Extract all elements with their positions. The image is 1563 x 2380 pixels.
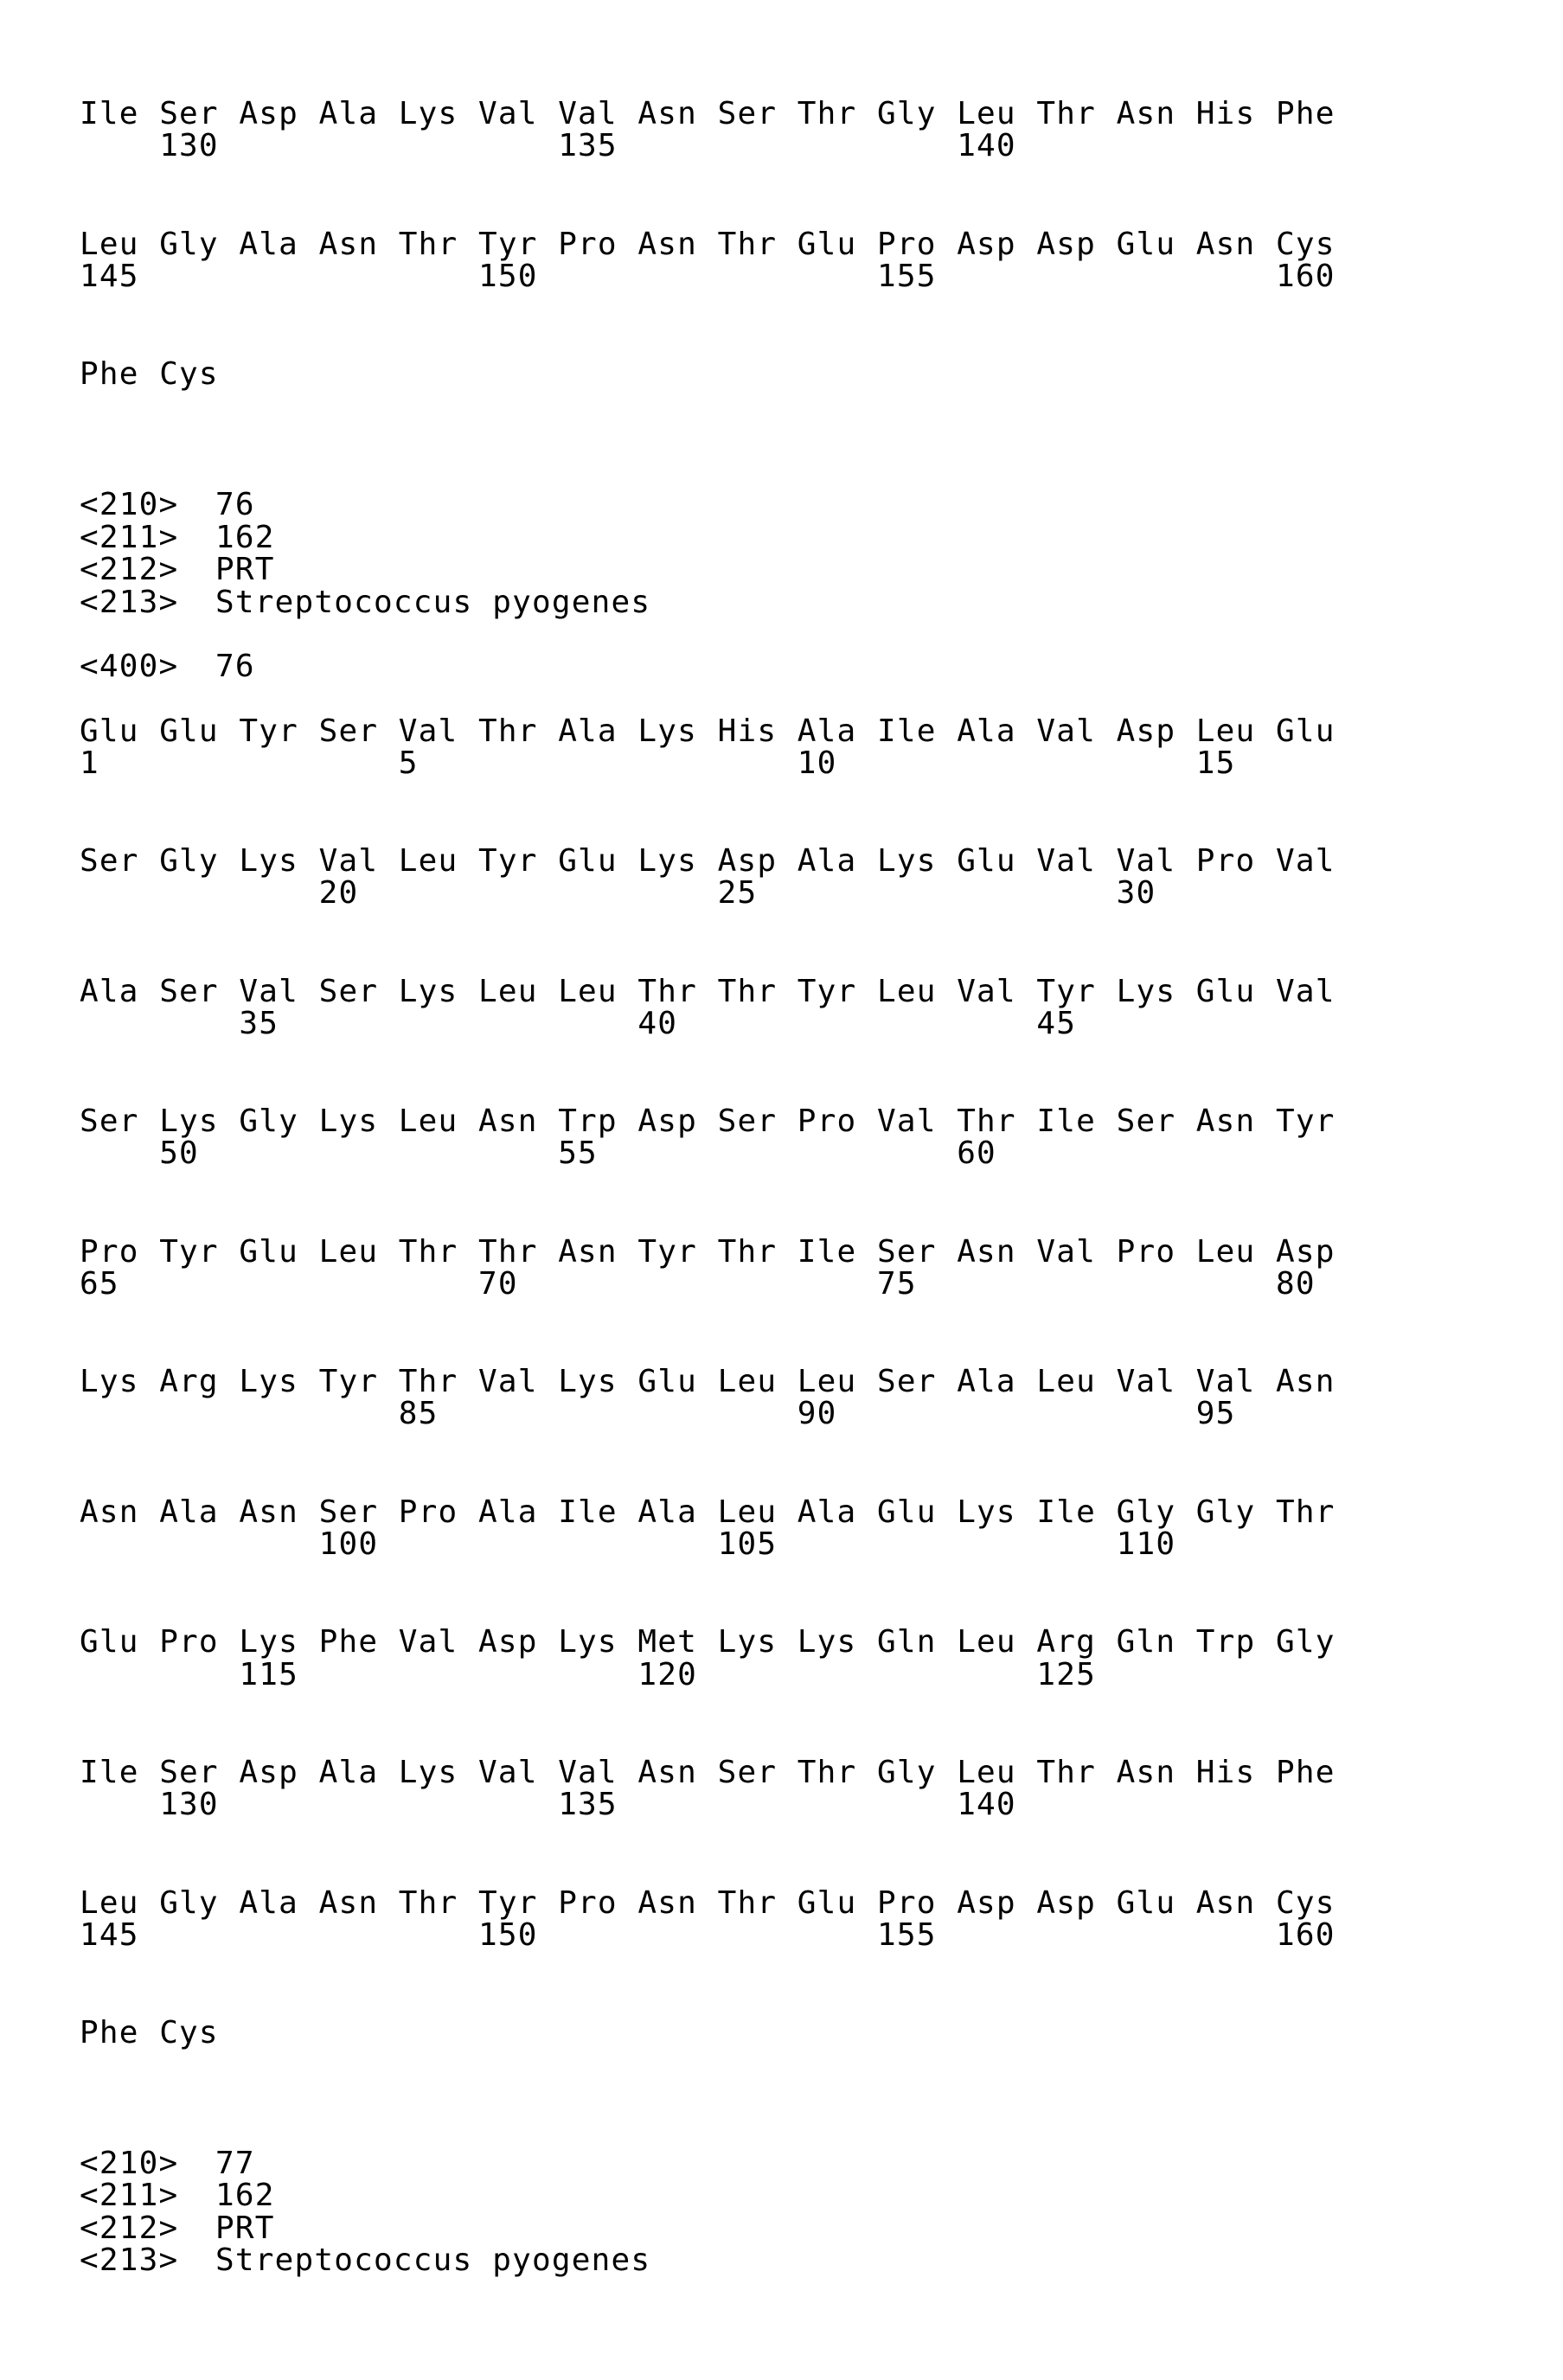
residue: Ser <box>319 714 379 749</box>
residue-number: 155 <box>877 1918 937 1953</box>
residue: Ala <box>159 1495 219 1530</box>
residue: Gly <box>1196 1495 1256 1530</box>
residue: Glu <box>80 1625 139 1660</box>
residue-number: 35 <box>239 1007 279 1041</box>
residue: Glu <box>159 714 219 749</box>
residue: Ala <box>798 714 857 749</box>
residue: Val <box>877 1104 937 1139</box>
residue: Ala <box>558 714 618 749</box>
residue: Thr <box>718 1886 778 1921</box>
residue: Ala <box>80 975 139 1009</box>
field-tag: <211> <box>80 521 178 555</box>
residue: Val <box>1117 1365 1176 1399</box>
residue-number: 80 <box>1276 1267 1316 1302</box>
residue: Thr <box>718 975 778 1009</box>
field-value: 162 <box>215 2178 275 2213</box>
residue-number: 120 <box>637 1658 697 1692</box>
residue-number: 90 <box>798 1397 837 1431</box>
residue: Val <box>558 1756 618 1790</box>
residue: Lys <box>798 1625 857 1660</box>
residue: Leu <box>80 1886 139 1921</box>
residue-number: 145 <box>80 1918 139 1953</box>
field-tag: <211> <box>80 2178 178 2213</box>
residue: Leu <box>957 1625 1016 1660</box>
residue: Asn <box>558 1235 618 1270</box>
field-tag: <212> <box>80 553 178 587</box>
residue: Thr <box>399 1235 458 1270</box>
residue-number: 110 <box>1117 1527 1176 1562</box>
residue-number: 150 <box>478 1918 538 1953</box>
residue-number: 85 <box>399 1397 439 1431</box>
residue: Lys <box>80 1365 139 1399</box>
residue: Pro <box>877 227 937 262</box>
residue: Tyr <box>637 1235 697 1270</box>
residue: Val <box>558 97 618 131</box>
residue: Arg <box>1036 1625 1096 1660</box>
field-value: 162 <box>215 521 275 555</box>
residue: Tyr <box>798 975 857 1009</box>
residue: Cys <box>1276 227 1336 262</box>
residue: Leu <box>478 975 538 1009</box>
residue: Ile <box>877 714 937 749</box>
residue: Ser <box>877 1365 937 1399</box>
field-value: PRT <box>215 553 275 587</box>
residue: Thr <box>718 227 778 262</box>
residue: Asp <box>1036 1886 1096 1921</box>
residue: Ala <box>957 1365 1016 1399</box>
residue: Gly <box>877 97 937 131</box>
residue: Phe <box>1276 1756 1336 1790</box>
residue: Asp <box>718 844 778 879</box>
residue-number: 15 <box>1196 746 1236 781</box>
residue: Asp <box>1276 1235 1336 1270</box>
residue: Asn <box>1196 227 1256 262</box>
residue: Thr <box>399 227 458 262</box>
residue: Thr <box>798 97 857 131</box>
residue: Ser <box>718 97 778 131</box>
residue: Arg <box>159 1365 219 1399</box>
residue: Glu <box>1117 227 1176 262</box>
residue: Val <box>478 1756 538 1790</box>
residue: Lys <box>558 1365 618 1399</box>
residue: Lys <box>159 1104 219 1139</box>
residue: Ala <box>319 97 379 131</box>
residue: Thr <box>637 975 697 1009</box>
residue: Glu <box>1196 975 1256 1009</box>
residue-number: 160 <box>1276 1918 1336 1953</box>
residue: Tyr <box>239 714 298 749</box>
residue-number: 30 <box>1117 876 1156 911</box>
residue: Glu <box>558 844 618 879</box>
residue: Ile <box>558 1495 618 1530</box>
residue-number: 140 <box>957 1788 1016 1822</box>
residue: Ala <box>798 1495 857 1530</box>
residue: Lys <box>239 844 298 879</box>
residue: Val <box>399 714 458 749</box>
residue-number: 155 <box>877 259 937 294</box>
residue: Lys <box>239 1625 298 1660</box>
residue: Val <box>478 1365 538 1399</box>
residue: Val <box>1036 1235 1096 1270</box>
residue: Phe <box>319 1625 379 1660</box>
field-tag: <212> <box>80 2211 178 2246</box>
residue: Lys <box>399 97 458 131</box>
residue: Leu <box>399 844 458 879</box>
residue: Gly <box>159 227 219 262</box>
residue: Glu <box>798 227 857 262</box>
residue: Gly <box>159 1886 219 1921</box>
residue: Tyr <box>478 227 538 262</box>
residue: Pro <box>877 1886 937 1921</box>
residue: Glu <box>1276 714 1336 749</box>
residue: Val <box>239 975 298 1009</box>
residue: Ala <box>319 1756 379 1790</box>
residue: Thr <box>478 1235 538 1270</box>
residue: Tyr <box>1276 1104 1336 1139</box>
residue: Gln <box>877 1625 937 1660</box>
field-value: Streptococcus pyogenes <box>215 2243 650 2278</box>
residue: Leu <box>718 1495 778 1530</box>
residue: Leu <box>957 97 1016 131</box>
residue: Leu <box>319 1235 379 1270</box>
residue: Asn <box>1276 1365 1336 1399</box>
residue: Asp <box>957 227 1016 262</box>
residue: Ala <box>478 1495 538 1530</box>
residue: Lys <box>558 1625 618 1660</box>
residue: Ser <box>159 97 219 131</box>
residue: Ser <box>319 1495 379 1530</box>
residue: Lys <box>637 844 697 879</box>
residue: Leu <box>718 1365 778 1399</box>
field-value: PRT <box>215 2211 275 2246</box>
residue: Leu <box>558 975 618 1009</box>
residue: Pro <box>80 1235 139 1270</box>
residue: Val <box>1276 844 1336 879</box>
residue-number: 45 <box>1036 1007 1076 1041</box>
residue: Gly <box>1117 1495 1176 1530</box>
residue-number: 75 <box>877 1267 917 1302</box>
residue: Ser <box>159 975 219 1009</box>
residue: Glu <box>239 1235 298 1270</box>
residue: Asp <box>957 1886 1016 1921</box>
residue: Val <box>1117 844 1176 879</box>
residue: Gly <box>159 844 219 879</box>
residue: Tyr <box>478 844 538 879</box>
residue-number: 70 <box>478 1267 518 1302</box>
residue: Gly <box>877 1756 937 1790</box>
residue-number: 115 <box>239 1658 298 1692</box>
residue: Lys <box>399 975 458 1009</box>
residue: Asn <box>319 227 379 262</box>
residue: Pro <box>558 227 618 262</box>
field-value: Streptococcus pyogenes <box>215 585 650 620</box>
residue-number: 50 <box>159 1136 199 1171</box>
residue: Pro <box>1196 844 1256 879</box>
residue: Asn <box>319 1886 379 1921</box>
residue: Thr <box>718 1235 778 1270</box>
residue: Asn <box>637 1886 697 1921</box>
residue: Met <box>637 1625 697 1660</box>
residue: Leu <box>877 975 937 1009</box>
residue: Asn <box>637 97 697 131</box>
residue: Asn <box>1196 1886 1256 1921</box>
residue: Asn <box>80 1495 139 1530</box>
residue: Val <box>1036 714 1096 749</box>
field-value: 77 <box>215 2146 255 2181</box>
residue: Lys <box>877 844 937 879</box>
residue: Ser <box>80 1104 139 1139</box>
residue-number: 10 <box>798 746 837 781</box>
residue: Val <box>319 844 379 879</box>
residue-number: 60 <box>957 1136 996 1171</box>
residue: Asn <box>478 1104 538 1139</box>
residue: Thr <box>1036 1756 1096 1790</box>
residue-number: 105 <box>718 1527 778 1562</box>
residue: Ile <box>80 1756 139 1790</box>
residue: Pro <box>558 1886 618 1921</box>
residue: Thr <box>399 1886 458 1921</box>
residue: Ile <box>80 97 139 131</box>
residue-number: 135 <box>558 129 618 163</box>
residue: Asp <box>1036 227 1096 262</box>
residue-number: 100 <box>319 1527 379 1562</box>
residue: Phe <box>1276 97 1336 131</box>
residue: Phe <box>80 2016 139 2051</box>
residue-number: 150 <box>478 259 538 294</box>
residue: Ala <box>239 227 298 262</box>
field-tag: <213> <box>80 585 178 620</box>
residue: Asn <box>957 1235 1016 1270</box>
residue: Phe <box>80 357 139 392</box>
residue: Asn <box>1117 97 1176 131</box>
residue: Lys <box>1117 975 1176 1009</box>
residue: Lys <box>239 1365 298 1399</box>
residue: Val <box>399 1625 458 1660</box>
residue: Pro <box>399 1495 458 1530</box>
residue: Asp <box>1117 714 1176 749</box>
residue: Leu <box>1036 1365 1096 1399</box>
residue: Ile <box>1036 1495 1096 1530</box>
field-tag: <210> <box>80 2146 178 2181</box>
residue-number: 125 <box>1036 1658 1096 1692</box>
residue: Leu <box>798 1365 857 1399</box>
residue: Ala <box>239 1886 298 1921</box>
residue-number: 5 <box>399 746 419 781</box>
residue: Val <box>1276 975 1336 1009</box>
residue: Leu <box>1196 714 1256 749</box>
residue: Asn <box>637 227 697 262</box>
residue-number: 20 <box>319 876 359 911</box>
residue: Trp <box>558 1104 618 1139</box>
residue: Ser <box>718 1756 778 1790</box>
residue-number: 140 <box>957 129 1016 163</box>
residue: Gly <box>1276 1625 1336 1660</box>
residue-number: 40 <box>637 1007 677 1041</box>
residue-number: 25 <box>718 876 758 911</box>
residue: Thr <box>1036 97 1096 131</box>
residue: Lys <box>399 1756 458 1790</box>
residue: Ala <box>798 844 857 879</box>
residue: Lys <box>957 1495 1016 1530</box>
sequence-id: 76 <box>215 649 255 684</box>
residue-number: 135 <box>558 1788 618 1822</box>
residue: Ser <box>159 1756 219 1790</box>
residue: Glu <box>80 714 139 749</box>
residue: Thr <box>478 714 538 749</box>
residue: Tyr <box>319 1365 379 1399</box>
residue: Glu <box>957 844 1016 879</box>
residue: His <box>1196 1756 1256 1790</box>
residue: Thr <box>1276 1495 1336 1530</box>
residue-number: 160 <box>1276 259 1336 294</box>
residue: Ala <box>637 1495 697 1530</box>
residue: Glu <box>877 1495 937 1530</box>
residue: Lys <box>637 714 697 749</box>
residue-number: 145 <box>80 259 139 294</box>
residue: Ser <box>718 1104 778 1139</box>
residue: Leu <box>1196 1235 1256 1270</box>
residue: Glu <box>637 1365 697 1399</box>
field-tag: <210> <box>80 488 178 522</box>
residue: Ser <box>877 1235 937 1270</box>
residue: Thr <box>957 1104 1016 1139</box>
residue: Pro <box>159 1625 219 1660</box>
residue: Val <box>1036 844 1096 879</box>
residue-number: 95 <box>1196 1397 1236 1431</box>
residue: Leu <box>957 1756 1016 1790</box>
residue: Asn <box>239 1495 298 1530</box>
residue: Asp <box>637 1104 697 1139</box>
residue: Ile <box>1036 1104 1096 1139</box>
residue-number: 1 <box>80 746 99 781</box>
residue: Cys <box>159 2016 219 2051</box>
residue: Ser <box>319 975 379 1009</box>
residue: Tyr <box>478 1886 538 1921</box>
residue: Pro <box>798 1104 857 1139</box>
residue: Asp <box>478 1625 538 1660</box>
residue: Val <box>1196 1365 1256 1399</box>
residue: Val <box>478 97 538 131</box>
residue: Thr <box>798 1756 857 1790</box>
residue: Lys <box>718 1625 778 1660</box>
residue: Ser <box>1117 1104 1176 1139</box>
residue: Tyr <box>1036 975 1096 1009</box>
residue: Glu <box>1117 1886 1176 1921</box>
field-tag: <213> <box>80 2243 178 2278</box>
residue-number: 55 <box>558 1136 598 1171</box>
sequence-tag: <400> <box>80 649 178 684</box>
residue: Ser <box>80 844 139 879</box>
residue: Cys <box>159 357 219 392</box>
residue: Cys <box>1276 1886 1336 1921</box>
residue: Lys <box>319 1104 379 1139</box>
residue: Ile <box>798 1235 857 1270</box>
residue: His <box>1196 97 1256 131</box>
residue: Tyr <box>159 1235 219 1270</box>
residue: Thr <box>399 1365 458 1399</box>
residue: Asn <box>637 1756 697 1790</box>
residue: Asp <box>239 97 298 131</box>
residue: Leu <box>399 1104 458 1139</box>
field-value: 76 <box>215 488 255 522</box>
residue: Pro <box>1117 1235 1176 1270</box>
residue: His <box>718 714 778 749</box>
residue: Ala <box>957 714 1016 749</box>
residue: Glu <box>798 1886 857 1921</box>
residue: Trp <box>1196 1625 1256 1660</box>
residue: Val <box>957 975 1016 1009</box>
residue: Asp <box>239 1756 298 1790</box>
residue-number: 130 <box>159 1788 219 1822</box>
residue-number: 130 <box>159 129 219 163</box>
residue: Gly <box>239 1104 298 1139</box>
residue: Asn <box>1117 1756 1176 1790</box>
residue: Asn <box>1196 1104 1256 1139</box>
residue: Gln <box>1117 1625 1176 1660</box>
residue: Leu <box>80 227 139 262</box>
residue-number: 65 <box>80 1267 119 1302</box>
